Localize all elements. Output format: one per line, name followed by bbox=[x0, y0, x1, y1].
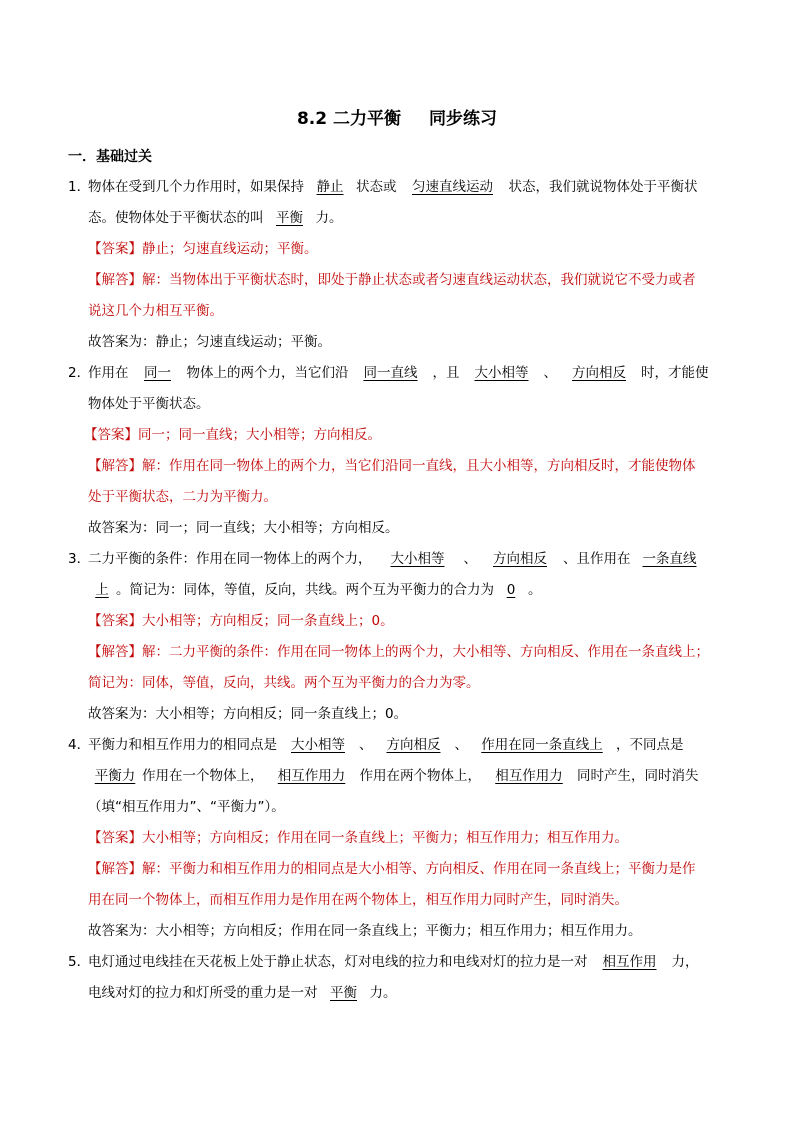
q2-blank-4: 方向相反 bbox=[572, 365, 626, 381]
q2-explanation-1: 【解答】解：作用在同一物体上的两个力，当它们沿同一直线，且大小相等，方向相反时，才能使物体 bbox=[88, 458, 696, 474]
q2-line2: 物体处于平衡状态。 bbox=[88, 396, 210, 412]
q1-line1: 1．物体在受到几个力作用时，如果保持 静止 状态或 匀速直线运动 状态，我们就说物体处于平衡状 bbox=[68, 172, 728, 203]
q3-blank-4: 0 bbox=[506, 582, 516, 598]
q5-blank-2: 平衡 bbox=[330, 985, 357, 1001]
q5-number: 5． bbox=[68, 954, 91, 970]
title-sub: 同步练习 bbox=[429, 109, 498, 129]
q2-blank-2: 同一直线 bbox=[363, 365, 418, 381]
q5-line1: 5．电灯通过电线挂在天花板上处于静止状态，灯对电线的拉力和电线对灯的拉力是一对 相互作用 力， bbox=[68, 947, 728, 978]
q4-line2: 平衡力 作用在一个物体上， 相互作用力 作用在两个物体上， 相互作用力 同时产生，同时消失 bbox=[68, 761, 728, 792]
q4-number: 4． bbox=[68, 737, 91, 753]
q3-explanation-2: 简记为：同体，等值，反向，共线。两个互为平衡力的合力为零。 bbox=[88, 675, 480, 691]
page-title bbox=[0, 104, 794, 129]
q1-blank-2: 匀速直线运动 bbox=[412, 179, 493, 195]
q1-line2: 态。使物体处于平衡状态的叫 平衡 力。 bbox=[68, 203, 728, 234]
q1-blank-1: 静止 bbox=[316, 179, 344, 195]
q5-line2: 电线对灯的拉力和灯所受的重力是一对 平衡 力。 bbox=[68, 978, 728, 1009]
q3-blank-1: 大小相等 bbox=[390, 551, 445, 567]
title-main: 8.2 二力平衡 bbox=[296, 109, 402, 129]
q2-number: 2． bbox=[68, 365, 91, 381]
section-heading: 一．基础过关 bbox=[68, 149, 152, 165]
q3-final: 故答案为：大小相等；方向相反；同一条直线上；0。 bbox=[88, 706, 408, 722]
q2-blank-3: 大小相等 bbox=[474, 365, 529, 381]
q3-number: 3． bbox=[68, 551, 91, 567]
q3-answer: 【答案】大小相等；方向相反；同一条直线上；0。 bbox=[88, 613, 394, 629]
q4-blank-6: 相互作用力 bbox=[495, 768, 563, 784]
q3-line2: 上 。简记为：同体，等值，反向，共线。两个互为平衡力的合力为 0 。 bbox=[68, 575, 728, 606]
q4-line3: （填“相互作用力”、“平衡力”）。 bbox=[88, 799, 285, 815]
q4-blank-2: 方向相反 bbox=[386, 737, 441, 753]
q1-explanation-1: 【解答】解：当物体出于平衡状态时，即处于静止状态或者匀速直线运动状态，我们就说它不受力或者 bbox=[88, 272, 696, 288]
q2-blank-1: 同一 bbox=[144, 365, 171, 381]
q1-answer: 【答案】静止；匀速直线运动；平衡。 bbox=[88, 241, 318, 257]
q4-final: 故答案为：大小相等；方向相反；作用在同一条直线上；平衡力；相互作用力；相互作用力。 bbox=[88, 923, 642, 939]
q3-blank-3-cont: 上 bbox=[95, 582, 109, 598]
q4-blank-4: 平衡力 bbox=[94, 768, 136, 784]
q4-explanation-1: 【解答】解：平衡力和相互作用力的相同点是大小相等、方向相反、作用在同一条直线上；平衡力是作 bbox=[88, 861, 696, 877]
q4-answer: 【答案】大小相等；方向相反；作用在同一条直线上；平衡力；相互作用力；相互作用力。 bbox=[88, 830, 628, 846]
question-list bbox=[68, 172, 728, 1009]
q2-final: 故答案为：同一；同一直线；大小相等；方向相反。 bbox=[88, 520, 399, 536]
q1-final: 故答案为：静止；匀速直线运动；平衡。 bbox=[88, 334, 331, 350]
q3-blank-3: 一条直线 bbox=[642, 551, 697, 567]
q2-explanation-2: 处于平衡状态，二力为平衡力。 bbox=[88, 489, 277, 505]
q5-blank-1: 相互作用 bbox=[602, 954, 657, 970]
q4-blank-3: 作用在同一条直线上 bbox=[481, 737, 603, 753]
q1-explanation-2: 说这几个力相互平衡。 bbox=[88, 303, 223, 319]
q1-number: 1． bbox=[68, 179, 91, 195]
q3-explanation-1: 【解答】解：二力平衡的条件：作用在同一物体上的两个力，大小相等、方向相反、作用在一条直线上； bbox=[88, 644, 709, 660]
q4-explanation-2: 用在同一个物体上，而相互作用力是作用在两个物体上，相互作用力同时产生，同时消失。 bbox=[88, 892, 628, 908]
q3-line1: 3．二力平衡的条件：作用在同一物体上的两个力， 大小相等 、 方向相反 、且作用在 一条直线 bbox=[68, 544, 728, 575]
q4-line1: 4．平衡力和相互作用力的相同点是 大小相等 、 方向相反 、 作用在同一条直线上 ，不同点是 bbox=[68, 730, 728, 761]
q3-blank-2: 方向相反 bbox=[493, 551, 547, 567]
q4-blank-5: 相互作用力 bbox=[277, 768, 346, 784]
q2-answer: 【答案】同一；同一直线；大小相等；方向相反。 bbox=[84, 427, 381, 443]
q2-line1: 2．作用在 同一 物体上的两个力，当它们沿 同一直线 ，且 大小相等 、 方向相反 时，才能使 bbox=[68, 358, 728, 389]
q1-blank-3: 平衡 bbox=[276, 210, 303, 226]
q4-blank-1: 大小相等 bbox=[291, 737, 345, 753]
